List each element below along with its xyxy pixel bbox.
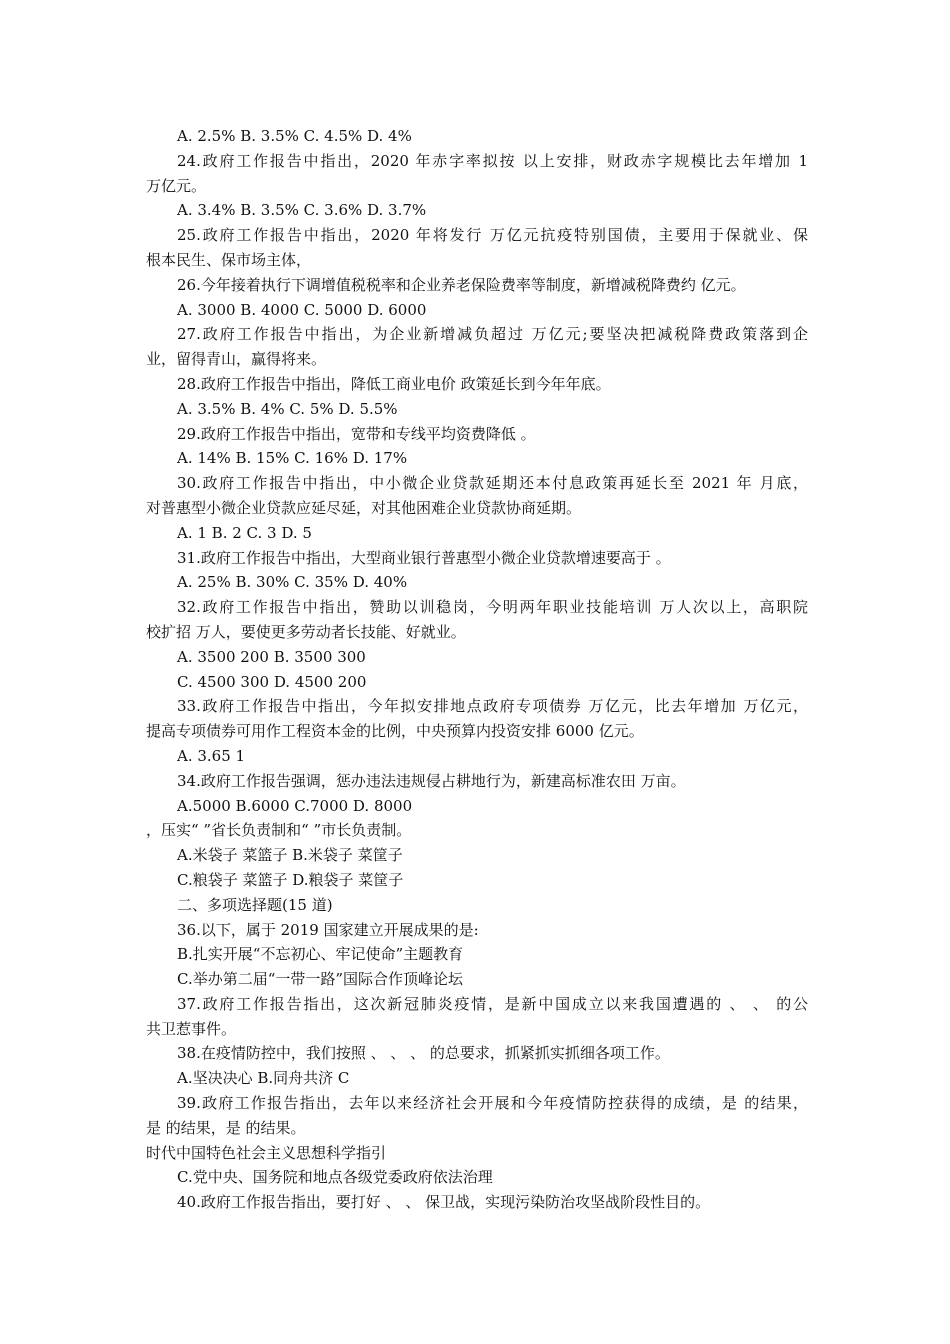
text-line: A. 3500 200 B. 3500 300 — [177, 647, 366, 666]
text-line: 33.政府工作报告中指出，今年拟安排地点政府专项债券 万亿元，比去年增加 万亿元， — [177, 697, 808, 716]
text-line: 对普惠型小微企业贷款应延尽延，对其他困难企业贷款协商延期。 — [146, 498, 582, 517]
text-line: 32.政府工作报告中指出，赞助以训稳岗，今明两年职业技能培训 万人次以上，高职院 — [177, 598, 808, 617]
text-line: ，压实“ ”省长负责制和“ ”市长负责制。 — [146, 821, 412, 840]
text-line: A. 1 B. 2 C. 3 D. 5 — [177, 523, 312, 542]
text-line: 40.政府工作报告指出，要打好 、 、 保卫战，实现污染防治攻坚战阶段性目的。 — [177, 1193, 711, 1212]
text-line: 校扩招 万人，要使更多劳动者长技能、好就业。 — [146, 622, 466, 641]
document-body — [146, 124, 808, 1215]
text-line: A. 3.65 1 — [177, 746, 246, 765]
text-line: A.5000 B.6000 C.7000 D. 8000 — [177, 796, 413, 815]
text-line: 28.政府工作报告中指出，降低工商业电价 政策延长到今年年底。 — [177, 374, 611, 393]
text-line: C.粮袋子 菜篮子 D.粮袋子 菜筐子 — [177, 870, 404, 889]
text-line: 万亿元。 — [146, 176, 207, 195]
text-line: B.扎实开展“不忘初心、牢记使命”主题教育 — [177, 945, 464, 964]
text-line: 24.政府工作报告中指出，2020 年赤字率拟按 以上安排，财政赤字规模比去年增加 1 — [177, 151, 808, 170]
text-line: 37.政府工作报告指出，这次新冠肺炎疫情，是新中国成立以来我国遭遇的 、 、 的公 — [177, 994, 808, 1013]
text-line: A.米袋子 菜篮子 B.米袋子 菜筐子 — [177, 846, 403, 865]
text-line: A. 25% B. 30% C. 35% D. 40% — [177, 573, 408, 592]
text-line: A. 3000 B. 4000 C. 5000 D. 6000 — [177, 300, 427, 319]
text-line: 26.今年接着执行下调增值税税率和企业养老保险费率等制度，新增减税降费约 亿元。 — [177, 275, 746, 294]
text-line: 30.政府工作报告中指出，中小微企业贷款延期还本付息政策再延长至 2021 年 月底， — [177, 474, 808, 493]
text-line: 业，留得青山，赢得将来。 — [146, 350, 327, 369]
text-line: C.举办第二届“一带一路”国际合作顶峰论坛 — [177, 970, 464, 989]
text-line: 二、多项选择题(15 道) — [177, 895, 333, 914]
text-line: 共卫惹事件。 — [146, 1019, 237, 1038]
text-line: C. 4500 300 D. 4500 200 — [177, 672, 367, 691]
text-line: 39.政府工作报告指出，去年以来经济社会开展和今年疫情防控获得的成绩，是 的结果， — [177, 1094, 808, 1113]
text-line: A. 14% B. 15% C. 16% D. 17% — [177, 449, 408, 468]
text-line: 34.政府工作报告强调，惩办违法违规侵占耕地行为，新建高标准农田 万亩。 — [177, 771, 686, 790]
text-line: A. 3.5% B. 4% C. 5% D. 5.5% — [177, 399, 398, 418]
text-line: 提高专项债券可用作工程资本金的比例，中央预算内投资安排 6000 亿元。 — [146, 722, 644, 741]
text-line: A. 3.4% B. 3.5% C. 3.6% D. 3.7% — [177, 201, 427, 220]
text-line: 31.政府工作报告中指出，大型商业银行普惠型小微企业贷款增速要高于 。 — [177, 548, 671, 567]
text-line: A.坚决决心 B.同舟共济 C — [177, 1069, 350, 1088]
text-line: 是 的结果，是 的结果。 — [146, 1118, 306, 1137]
text-line: 根本民生、保市场主体， — [146, 250, 312, 269]
text-line: 时代中国特色社会主义思想科学指引 — [146, 1143, 387, 1162]
text-line: 25.政府工作报告中指出，2020 年将发行 万亿元抗疫特别国债，主要用于保就业、保 — [177, 226, 808, 245]
text-line: 36.以下，属于 2019 国家建立开展成果的是: — [177, 920, 479, 939]
text-line: 29.政府工作报告中指出，宽带和专线平均资费降低 。 — [177, 424, 536, 443]
text-line: 27.政府工作报告中指出，为企业新增减负超过 万亿元;要坚决把减税降费政策落到企 — [177, 325, 808, 344]
text-line: 38.在疫情防控中，我们按照 、 、 、 的总要求，抓紧抓实抓细各项工作。 — [177, 1044, 670, 1063]
text-line: A. 2.5% B. 3.5% C. 4.5% D. 4% — [177, 127, 412, 145]
text-line: C.党中央、国务院和地点各级党委政府依法治理 — [177, 1168, 493, 1187]
